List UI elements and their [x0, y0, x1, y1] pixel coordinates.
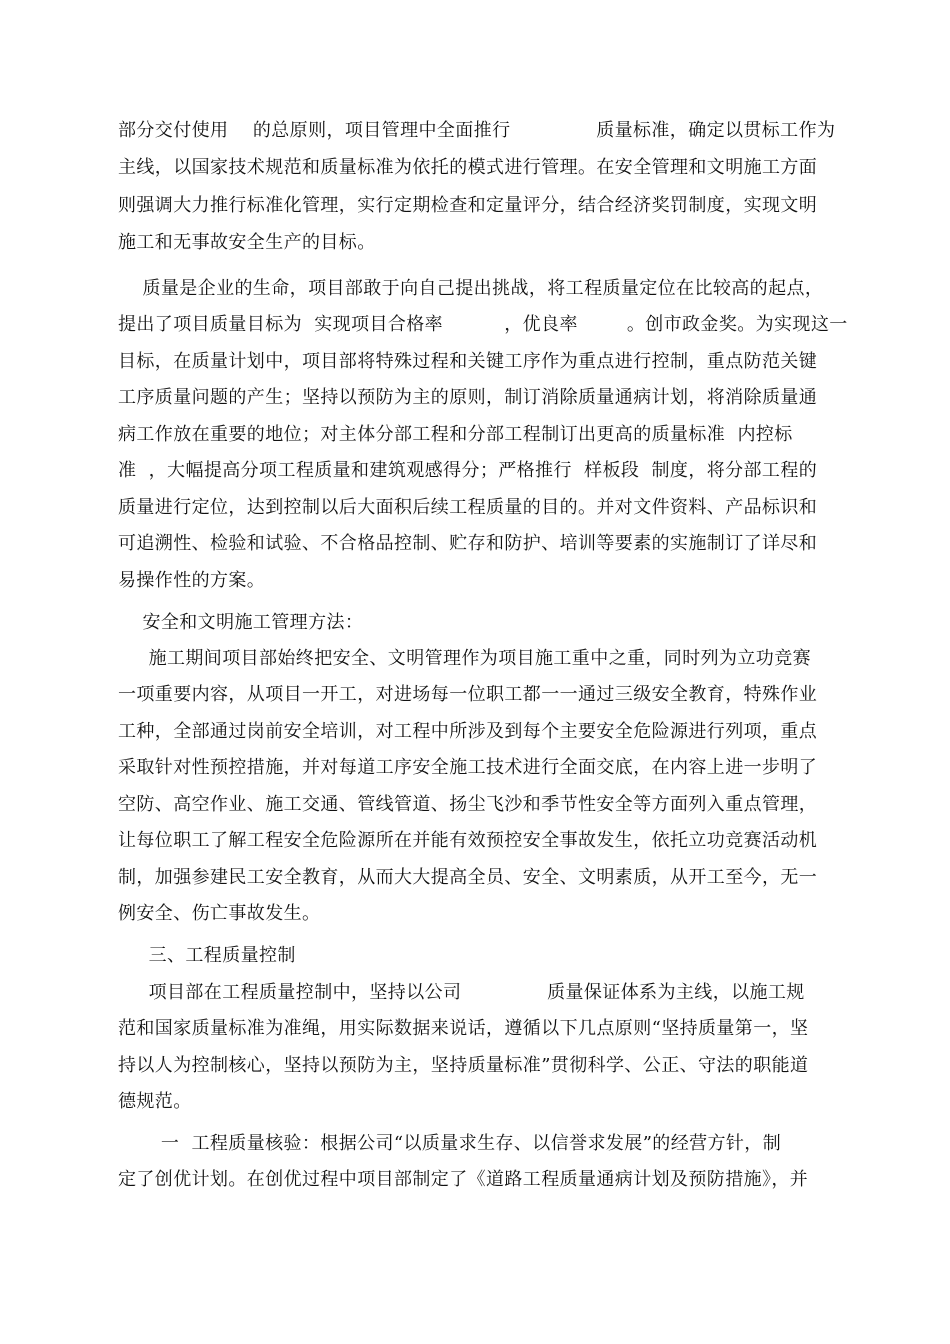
text-line: 提出了项目质量目标为 实现项目合格率 ，优良率 。创市政金奖。为实现这一	[118, 314, 848, 335]
text-line: 一项重要内容，从项目一开工，对进场每一位职工都一一通过三级安全教育，特殊作业	[118, 684, 818, 705]
section-label: 安全和文明施工管理方法：	[118, 612, 364, 633]
text-line: 病工作放在重要的地位；对主体分部工程和分部工程制订出更高的质量标准 内控标	[118, 424, 793, 445]
text-line: 例安全、伤亡事故发生。	[118, 903, 321, 924]
text-line: 目标，在质量计划中，项目部将特殊过程和关键工序作为重点进行控制，重点防范关键	[118, 351, 818, 372]
text-line: 施工和无事故安全生产的目标。	[118, 232, 376, 253]
text-line: 部分交付使用 的总原则，项目管理中全面推行 质量标准，确定以贯标工作为	[118, 120, 836, 141]
text-line: 易操作性的方案。	[118, 570, 266, 591]
text-line: 制，加强参建民工安全教育，从而大大提高全员、安全、文明素质，从开工至今，无一	[118, 867, 818, 888]
text-line: 工种，全部通过岗前安全培训，对工程中所涉及到每个主要安全危险源进行列项，重点	[118, 721, 818, 742]
text-line: 让每位职工了解工程安全危险源所在并能有效预控安全事故发生，依托立功竞赛活动机	[118, 830, 818, 851]
text-line: 施工期间项目部始终把安全、文明管理作为项目施工重中之重，同时列为立功竞赛	[118, 648, 812, 669]
text-line: 定了创优计划。在创优过程中项目部制定了《道路工程质量通病计划及预防措施》，并	[118, 1169, 809, 1190]
text-line: 项目部在工程质量控制中，坚持以公司 质量保证体系为主线，以施工规	[118, 982, 805, 1003]
text-line: 质量进行定位，达到控制以后大面积后续工程质量的目的。并对文件资料、产品标识和	[118, 497, 818, 518]
text-line: 持以人为控制核心，坚持以预防为主，坚持质量标准”贯彻科学、公正、守法的职能道	[118, 1055, 809, 1076]
text-line: 一 工程质量核验：根据公司“以质量求生存、以信誉求发展”的经营方针，制	[118, 1133, 782, 1154]
text-line: 质量是企业的生命，项目部敢于向自己提出挑战，将工程质量定位在比较高的起点，	[118, 278, 824, 299]
text-line: 范和国家质量标准为准绳，用实际数据来说话，遵循以下几点原则“坚持质量第一，坚	[118, 1018, 809, 1039]
text-line: 工序质量问题的产生；坚持以预防为主的原则，制订消除质量通病计划，将消除质量通	[118, 387, 818, 408]
text-line: 准 ，大幅提高分项工程质量和建筑观感得分；严格推行 样板段 制度，将分部工程的	[118, 460, 818, 481]
text-line: 采取针对性预控措施，并对每道工序安全施工技术进行全面交底，在内容上进一步明了	[118, 757, 818, 778]
text-line: 德规范。	[118, 1091, 192, 1112]
text-line: 主线，以国家技术规范和质量标准为依托的模式进行管理。在安全管理和文明施工方面	[118, 157, 818, 178]
text-line: 则强调大力推行标准化管理，实行定期检查和定量评分，结合经济奖罚制度，实现文明	[118, 195, 818, 216]
section-heading: 三、工程质量控制	[118, 945, 296, 966]
text-line: 空防、高空作业、施工交通、管线管道、扬尘飞沙和季节性安全等方面列入重点管理，	[118, 794, 818, 815]
text-line: 可追溯性、检验和试验、不合格品控制、贮存和防护、培训等要素的实施制订了详尽和	[118, 533, 818, 554]
